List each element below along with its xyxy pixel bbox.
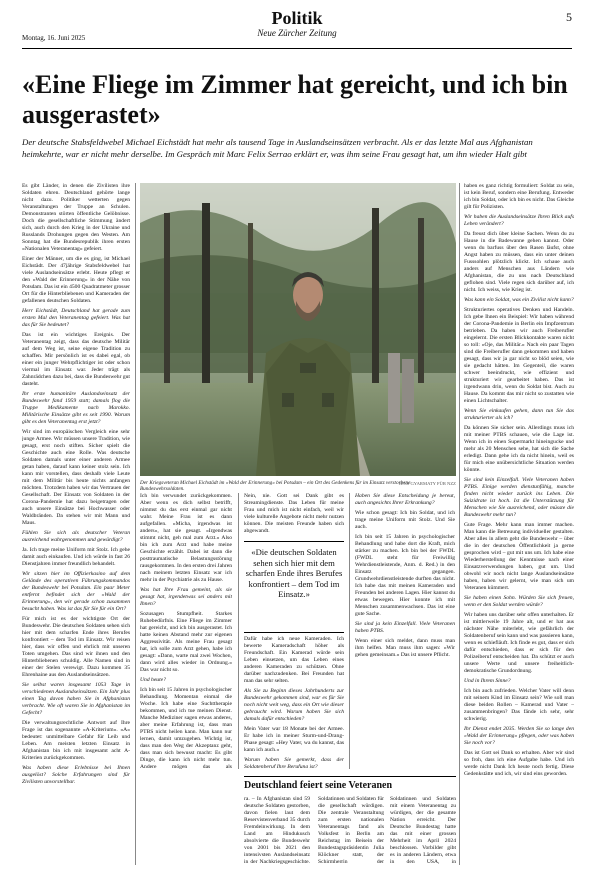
interview-question: Wir sitzen hier im Offizierkasino auf dem Gelände des operativen Führungskommandos der Bundeswehr bei Potsdam. Ein paar Meter entfernt befindet sich der «Wald der Erinnerung», den wir gerade schon zusammen besucht haben. Was ist das für Sie für ein Ort? (22, 571, 130, 612)
interview-answer: Ich bin auch zufrieden. Welcher Vater will denn mit seinem Kind im Einsatz sein? Wie soll man diese beiden Rollen – Kamerad und Vater – zusammenbringen? Das fände ich sehr, sehr schwierig. (464, 688, 574, 722)
interview-answer: Dafür habe ich neue Kameraden. Ich bewerte Kameradschaft höher als Freundschaft. Ein Kamerad würde sein Leben einsetzen, um das Leben eines anderen Kameraden zu schützen. Ohne darüber nachzudenken. Bei Freunden hat man das sehr selten. (244, 636, 344, 684)
interview-question: Warum haben Sie gemerkt, dass der Soldatenberuf Ihre Berufung ist? (244, 757, 344, 768)
interview-answer: Einer der Männer, um die es ging, ist Michael Eichstädt. Der 47jährige Stabsfeldwebel hat viele Auslandseinsätze erlebt. Heute pflegt er den «Wald der Erinnerung» in der Nähe von Potsdam. Das ist ein 4500 Quadratmeter grosser Ort für die Hinterbliebenen und Kameraden der gefallenen deutschen Soldaten. (22, 256, 130, 304)
interview-answer: Wir sind im europäischen Vergleich eine sehr junge Armee. Wir müssen unsere Tradition, wie gesagt, erst noch stiften. Sicher spielt die Geschichte auch eine Rolle. Was deutsche Soldaten damals unter einer anderen Armee getan haben, darauf kann keiner stolz sein. Ich kann mir vorstellen, dass deshalb viele Leute mit dem Militär bis heute nichts anfangen möchten. Trotzdem haben wir das Vertrauen der Gesellschaft. Der Einsatz von Soldaten in der Corona-Pandemie hat dazu beigetragen oder auch unsere Einsätze bei Hochwasser oder Waldbränden. Da stehen wir mit Mann und Maus. (22, 429, 130, 526)
interview-question: Sie sind ja kein Einzelfall. Viele Veteranen haben PTBS. (355, 621, 455, 634)
section-title: Politik (271, 8, 323, 28)
interview-answer: Wir haben uns darüber sehr offen unterhalten. Er ist mittlerweile 19 Jahre alt, und er hat aus nächster Nähe miterlebt, wie gefährlich der Soldatenberuf sein kann und was passieren kann, wenn es schiefläuft. Ich finde es gut, dass er sich dafür entschieden, dass er sich für den Polizeiberuf entscheiden hat. Da schützt er auch unsere Werte und unsere freiheitlich-demokratische Grundordnung. (464, 612, 574, 674)
interview-answer: Für mich ist es der wichtigste Ort der Bundeswehr. Die deutschen Soldaten sehen sich hier mit dem scharfen Ende ihres Berufes konfrontiert – dem Tod im Einsatz. Wir reisen hier, dass wir offen und ehrlich mit unseren Toten umgehen. Das sind wir ihnen und den Hinterbliebenen schuldig. Alle Namen sind in einer der Stelen verewigt. Dazu kommen 35 Ehrenhaine aus den Auslandseinsätzen. (22, 616, 130, 678)
interview-answer: Die verwaltungsrechtliche Antwort auf Ihre Frage ist das sogenannte «A-Kriterium». «A» bedeutet: unmittelbare Gefahr für Leib und Leben. Am meisten letzten Einsatz in Afghanistan bin ich mit insgesamt acht A-Kriterien zurückgekommen. (22, 720, 130, 761)
text-column-1 (22, 183, 130, 865)
interview-answer: Sozusagen Stumpfheit. Starkes Ruhebedürfnis. Eine Fliege im Zimmer hat gereicht, und ich bin ausgerastet. Ich hatte keinen Abstand mehr zur eigenen Aggressivität. Als meine Frau gesagt hat, ich solle zum Arzt gehen, habe ich gesagt: «Dann, warte mal zwei Wochen, dann wird alles wieder in Ordnung.» Das war nicht so. (140, 611, 232, 673)
soldier-in-forest-image (140, 183, 456, 476)
info-box-rule (244, 776, 456, 777)
newspaper-name: Neue Zürcher Zeitung (257, 28, 337, 38)
interview-answer: Das ist ein wichtiges Ereignis. Der Veteranentag zeigt, dass das deutsche Militär auf dem Weg ist, seine eigene Tradition zu schaffen. Mir persönlich ist es dabei egal, ob einer ein junger Wehrpflichtiger ist oder schon viermal im Einsatz war. Jeder trägt als Zahnrädchen dazu bei, dass die Bundeswehr gut dasteht. (22, 332, 130, 387)
page-number: 5 (566, 10, 572, 24)
interview-answer: Strukturiertes operatives Denken und Handeln. Ich gebe Ihnen ein Beispiel: Wir haben während der Corona-Pandemie in Berlin ein Impfzentrum betrieben. Da haben wir auch Freiberufler eingelernt. Die ersten Blickkontakte waren nicht so toll: «Oje, das Militär.» Nach ein paar Tagen sind die Freiberufler dann gekommen und haben gesagt, dass wir ja gar nicht so blöd seien, wie sie gedacht hätten. Im Gegenteil, die waren schwer beeindruckt, wie effizient und strukturiert wir gearbeitet haben. Das ist irgendwann drin, wenn du Soldat bist. Auch zu Hause. Da kommt das mir nicht so zustatten wie einen Lichtschalter. (464, 307, 574, 404)
text-column-3-continued (244, 636, 344, 768)
interview-answer: Gute Frage. Mehr kann man immer machen. Man kann die Betreuung individueller gestalten. Aber alles in allem geht die Bundeswehr – über die in der deutschen Öffentlichkeit ja gerne gesprochen wird – gut mit uns um. Ich habe eine Wiederherstellung der Kenntnisse nach einer Einsatzverwendungen haben, gut um. Und obwohl wir noch nicht lange Auslandseinsätze haben, haben wir gelernt, wie man sich um Veteranen kümmert. (464, 522, 574, 591)
column-rule (459, 183, 460, 865)
interview-answer: Wenn einer sich meldet, dann muss man ihm helfen. Man muss ihm sagen: «Wir gehen gemeinsam.» Das ist unsere Pflicht. (355, 638, 455, 658)
interview-question: Was kann ein Soldat, was ein Zivilist nicht kann? (464, 297, 574, 303)
interview-answer: Wie schon gesagt: Ich bin Soldat, und ich trage meine Uniform mit Stolz. Und Sie auch. (355, 510, 455, 530)
interview-answer: Ich bin seit 15 Jahren in psychologischer Behandlung. Momentan einmal die Woche. Ich habe eine Suchttherapie bekommen, und ich tue meinen Dienst. Manche Mediziner sagen etwas anderes, aber meine Erfahrung ist, dass man PTBS nicht heilen kann. Man kann nur lernen, damit umzugehen. Wichtig ist, dass man den Weg der Akzeptanz geht, dass man sich bewusst macht: Es gibt Dinge, die kann ich nicht mehr tun. Andere mögen das als (140, 687, 232, 769)
interview-question: Sie sind kein Einzelfall. Viele Veteranen haben PTBS. Einige werden dienstunfähig, manche finden nicht wieder zurück ins Leben. Die Suizidrate ist hoch. Ist die Unterstützung für Menschen wie Sie ausreichend, oder müsste die Bundeswehr mehr tun? (464, 477, 574, 518)
interview-question: Ihr Dienst endet 2035. Werden Sie so lange den «Wald der Erinnerung» pflegen, oder was haben Sie noch vor? (464, 726, 574, 746)
column-rule (238, 493, 239, 769)
interview-question: Herr Eichstädt, Deutschland hat gerade zum ersten Mal den Veteranentag gefeiert. Was hat das für Sie bedeutet? (22, 308, 130, 328)
interview-answer: Nein, nie. Gott sei Dank gibt es Streamingdienste. Das Leben für meine Frau und mich ist nicht einfach, weil wir viele kulturelle Angebote nicht mehr nutzen können. Die meisten Freunde haben sich abgewandt. (244, 493, 344, 534)
column-rule (349, 493, 350, 769)
headline: «Eine Fliege im Zimmer hat gereicht, und ich bin ausgerastet» (22, 70, 568, 129)
info-box-column-3: Soldatinnen und Soldaten mit einem Veteranentag zu würdigen, der die gesamte Nation erreicht. Der Deutsche Bundestag hatte das mit einer grossen Mehrheit im April 2024 beschlossen. Vorbilder gibt es in anderen Ländern, etwa in den USA, in (390, 796, 456, 865)
text-column-5 (464, 183, 574, 865)
interview-question: Haben Sie diese Entscheidung je bereut, auch angesichts Ihrer Erkrankung? (355, 493, 455, 506)
caption-text: Der Kriegsveteran Michael Eichstädt im «Wald der Erinnerung» bei Potsdam – ein Ort des Gedenkens für im Einsatz verstorbene Bundeswehrsoldaten. (140, 480, 411, 492)
interview-question: Und heute? (140, 677, 166, 683)
interview-answer: Es gibt Länder, in denen die Zivilisten ihre Soldaten ehren. Deutschland gehörte lange nicht dazu. Politiker wetterten gegen Veranstaltungen der Truppe an Schulen. Demonstranten störten öffentliche Gelöbnisse. Doch die gesellschaftliche Stimmung ändert sich, auch durch den Krieg in der Ukraine und Russlands Drohungen gegen den Westen. Am Sonntag hat die Bundesrepublik ihren ersten «Nationalen Veteranentag» gefeiert. (22, 183, 130, 252)
interview-question: Was haben diese Erlebnisse bei Ihnen ausgelöst? Solche Erfahrungen sind für Zivilisten unvorstellbar. (22, 765, 130, 785)
text-column-4 (355, 493, 455, 769)
interview-question: Als Sie zu Beginn dieses Jahrhunderts zur Bundeswehr gekommen sind, war es für Sie noch nicht weit weg, dass ein Ort wie dieser gebraucht wird. Warum haben Sie sich damals dafür entschieden? (244, 688, 344, 722)
pull-quote: «Die deutschen Soldaten sehen sich hier mit dem scharfen Ende ihres Berufes konfrontiert – dem Tod im Einsatz.» (244, 541, 344, 633)
interview-question: Was hat Ihre Frau gemeint, als sie gesagt hat, irgendetwas sei anders mit Ihnen? (140, 587, 232, 607)
interview-question: Fühlen Sie sich als deutscher Veteran ausreichend wahrgenommen und gewürdigt? (22, 530, 130, 543)
interview-answer: haben es ganz richtig formuliert: Soldat zu sein, ist kein Beruf, sondern eine Berufung. Entweder ich bin Soldat, oder ich bin es nicht. Das Gleiche gilt für Polizisten. (464, 183, 574, 210)
masthead (22, 8, 572, 49)
text-column-3 (244, 493, 344, 541)
interview-answer: Da freust dich über kleine Sachen. Wenn du zu Hause in die Badewanne gehen kannst. Oder wenn du barfuss über den Rasen läufst, ohne Angst haben zu müssen, dass ein unter deinen Fusssohlen plötzlich klickt. Ich schaue auch anders auf Menschen aus Ländern wie Afghanistan, die zu uns nach Deutschland geflohen sind. Viele regen sich darüber auf, ich nicht. Ich weiss, wie Krieg ist. (464, 231, 574, 293)
text-column-2 (140, 493, 232, 769)
interview-answer: Da können Sie sicher sein. Allerdings muss ich mit meiner PTBS schauen, wie die Lage ist. Wenn ich in einen Supermarkt hineingucke und mehr als 20 Menschen sehe, hat sich die Sache erledigt. Dann gehe ich da nicht hinein, weil es für mich eine unübersichtliche Situation werden könnte. (464, 425, 574, 473)
interview-question: Sie selbst waren insgesamt 1053 Tage in verschiedenen Auslandseinsätzen. Ein Jahr plus einen Tag davon haben Sie in Afghanistan verbracht. Wie oft waren Sie in Afghanistan im Gefecht? (22, 682, 130, 716)
column-rule (135, 183, 136, 865)
issue-date: Montag, 16. Juni 2025 (22, 34, 86, 42)
interview-question: Ihr erste humanitäre Auslandseinsatz der Bundeswehr fand 1959 statt; damals flog die Truppe Medikamente nach Marokko. Militärische Einsätze gibt es seit 1990. Warum gibt es den Veteranentag erst jetzt? (22, 391, 130, 425)
interview-question: Sie haben einen Sohn. Würden Sie sich freuen, wenn er den Soldat werden würde? (464, 595, 574, 608)
lead-paragraph: Der deutsche Stabsfeldwebel Michael Eichstädt hat mehr als tausend Tage in Auslandseinsätzen verbracht. Als er das letzte Mal aus Afghanistan heimkehrte, war er nicht mehr derselbe. Im Gespräch mit Marc Felix Serrao erklärt er, was ihm seine Frau gesagt hat, um ihn wieder Halt gibt (22, 137, 533, 159)
interview-answer: Ja. Ich trage meine Uniform mit Stolz. Ich gehe damit auch einkaufen. Und ich würde in fast 26 Dienstjahren immer freundlich behandelt. (22, 547, 130, 567)
interview-answer: Ich bin verwundet zurückgekommen. Aber wenn es dich selbst betrifft, nimmst du das erst einmal gar nicht wahr. Meine Frau ist es dann aufgefallen. «Micha, irgendwas ist anders», hat sie gesagt. «Irgendwas stimmt nicht, geh mal zum Arzt.» Also bin ich zum Arzt und habe meine Geschichte erzählt. Dabei ist dann die posttraumatische Belastungsstörung rausgekommen. In den ersten drei Jahren nach meinem letzten Einsatz war ich mehr in der Psychiatrie als zu Hause. (140, 493, 232, 583)
photo-credit: JENS GYARMATY FÜR NZZ (398, 481, 456, 486)
info-box-column-1: ra. – In Afghanistan sind 59 deutsche Soldaten gestorben, davon fielen laut dem Reservistenverband 35 durch Fremdeinwirkung. In dem Land am Hindukusch absolvierte die Bundeswehr von 2001 bis 2021 den intensivsten Auslandseinsatz in der Nachkriegsgeschichte. (244, 796, 310, 865)
interview-answer: Das ist Gott sei Dank so erhalten. Aber wir sind so froh, dass ich eine Aufgabe habe. Und ich werde nicht Dank Ich heute noch fertig. Diese Gedenkstätte und ich, wir sind eins geworden. (464, 750, 574, 777)
interview-question: Und in Ihrem Sinne? (464, 678, 511, 684)
info-box-column-2: Soldatinnen und Soldaten für die gesellschaft würdigen. Die zentrale Veranstaltung zum ersten nationalen Veteranentags fand als Volksfest in Berlin am Reichstag im Beisein der Bundestagspräsidentin Julia Klöckner statt, der Schirmherrin der (318, 796, 384, 865)
interview-answer: Mein Vater war 18 Monate bei der Armee. Er habe ich in meiner Sturm-und-Drang-Phase gesagt: «Hey Vater, wa du kannst, das kann ich auch.» (244, 726, 344, 753)
photo-caption (140, 480, 456, 492)
interview-question: Wir haben die Auslandseinsätze Ihren Blick aufs Leben verändert? (464, 214, 574, 227)
info-box-title: Deutschland feiert seine Veteranen (244, 780, 393, 791)
portrait-photo (140, 183, 456, 476)
interview-question: Wenn Sie einkaufen gehen, dann tun Sie das strukturierter als ich? (464, 408, 574, 421)
interview-answer: Ich bin seit 15 Jahren in psychologischer Behandlung und habe dort die Kraft, mich stärker zu machen. Ich bin bei der FWDL (FWDL steht für Freiwillig Wehrdienstleistende, Anm. d. Red.) in den Einsatz gegangen. Grundwehrdienstleistende durften das nicht. Ich habe das mit meinen Kameraden und Freunden bei anderen Lagen. Hier kannst du etwas bewegen. Hier konnte ich mit Menschen zusammenwachsen. Das ist eine gute Sache. (355, 534, 455, 617)
